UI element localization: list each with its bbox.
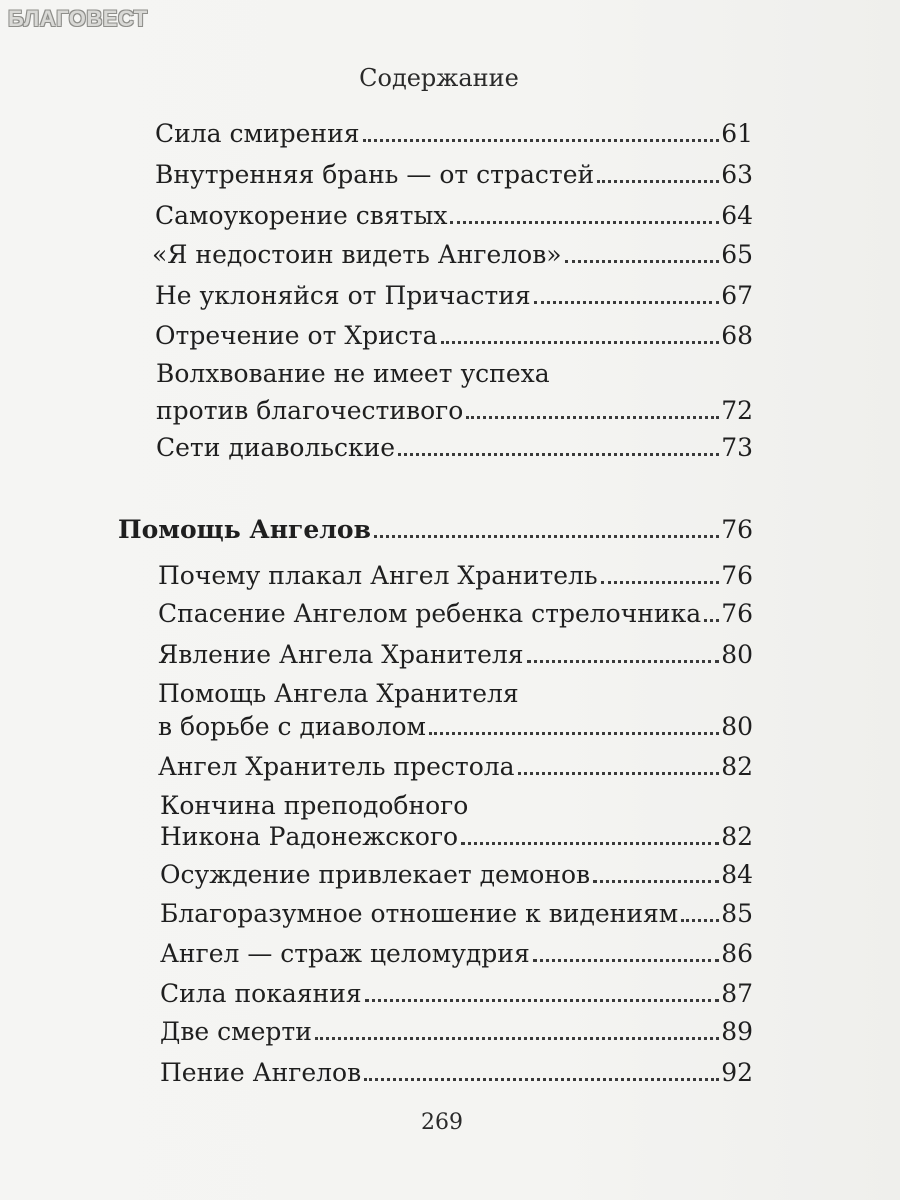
toc-entry xyxy=(156,398,753,423)
toc-entry xyxy=(160,1019,753,1044)
toc-entry-page: 65 xyxy=(721,240,753,269)
toc-entry-page: 68 xyxy=(721,321,753,350)
toc-entry-page: 85 xyxy=(721,899,753,928)
toc-entry-title: Почему плакал Ангел Хранитель xyxy=(158,561,598,590)
toc-entry xyxy=(160,862,753,887)
dot-leader xyxy=(365,999,720,1002)
watermark-logo: БЛАГОВЕСТ xyxy=(8,6,148,31)
toc-entry-title: Сила покаяния xyxy=(160,979,362,1008)
toc-entry-page: 67 xyxy=(721,281,753,310)
toc-entry-title: Осуждение привлекает демонов xyxy=(160,860,591,889)
dot-leader xyxy=(364,1078,719,1081)
toc-entry-title: Отречение от Христа xyxy=(155,321,438,350)
toc-entry-page: 73 xyxy=(721,433,753,462)
toc-entry xyxy=(158,601,753,626)
toc-entry xyxy=(156,435,753,460)
toc-section-entry xyxy=(118,517,753,542)
toc-entry-page: 63 xyxy=(721,160,753,189)
toc-entry-title-line1: Волхвование не имеет успеха xyxy=(156,359,550,388)
toc-entry xyxy=(155,283,753,308)
toc-entry xyxy=(158,754,753,779)
toc-entry-title: Не уклоняйся от Причастия xyxy=(155,281,531,310)
toc-entry-page: 92 xyxy=(721,1058,753,1087)
dot-leader xyxy=(429,732,719,735)
dot-leader xyxy=(533,959,719,962)
toc-entry xyxy=(160,941,753,966)
toc-entry xyxy=(155,323,753,348)
toc-entry-title: Самоукорение святых xyxy=(155,201,448,230)
toc-entry xyxy=(155,121,753,146)
toc-entry-title: «Я недостоин видеть Ангелов» xyxy=(152,240,562,269)
toc-entry-title: Внутренняя брань — от страстей xyxy=(155,160,595,189)
dot-leader xyxy=(363,139,720,142)
toc-entry xyxy=(155,203,753,228)
dot-leader xyxy=(518,772,720,775)
toc-entry-title: Две смерти xyxy=(160,1017,312,1046)
dot-leader xyxy=(565,260,720,263)
dot-leader xyxy=(704,619,719,622)
toc-section-page: 76 xyxy=(721,515,753,544)
toc-entry xyxy=(160,1060,753,1085)
dot-leader xyxy=(398,453,719,456)
toc-entry-page: 87 xyxy=(721,979,753,1008)
toc-section-title: Помощь Ангелов xyxy=(118,515,371,544)
toc-entry xyxy=(158,642,753,667)
dot-leader xyxy=(450,221,719,224)
toc-entry-title-line1: Кончина преподобного xyxy=(160,791,469,820)
dot-leader xyxy=(527,660,720,663)
toc-entry-title: Благоразумное отношение к видениям xyxy=(160,899,679,928)
toc-entry xyxy=(158,714,753,739)
page-number: 269 xyxy=(421,1110,463,1135)
toc-entry-title: Никона Радонежского xyxy=(160,822,459,851)
page-title: Содержание xyxy=(359,64,519,92)
toc-entry-title: в борьбе с диаволом xyxy=(158,712,426,741)
dot-leader xyxy=(441,341,720,344)
toc-entry-page: 89 xyxy=(721,1017,753,1046)
toc-entry xyxy=(152,242,753,267)
toc-entry-title: Ангел — страж целомудрия xyxy=(160,939,530,968)
toc-entry-title: Ангел Хранитель престола xyxy=(158,752,515,781)
dot-leader xyxy=(597,180,719,183)
dot-leader xyxy=(601,581,720,584)
toc-entry-page: 61 xyxy=(721,119,753,148)
toc-entry-page: 82 xyxy=(721,752,753,781)
toc-entry-page: 80 xyxy=(721,640,753,669)
toc-entry-title-line1: Помощь Ангела Хранителя xyxy=(158,679,519,708)
toc-entry xyxy=(160,981,753,1006)
toc-entry-title: Сила смирения xyxy=(155,119,360,148)
dot-leader xyxy=(461,842,719,845)
toc-entry-page: 82 xyxy=(721,822,753,851)
dot-leader xyxy=(374,535,719,538)
toc-entry xyxy=(155,162,753,187)
toc-entry-title: Сети диавольские xyxy=(156,433,396,462)
toc-entry-title: Пение Ангелов xyxy=(160,1058,362,1087)
toc-entry-page: 76 xyxy=(721,561,753,590)
toc-entry-page: 76 xyxy=(721,599,753,628)
toc-entry-title: против благочестивого xyxy=(156,396,464,425)
toc-entry-title: Явление Ангела Хранителя xyxy=(158,640,524,669)
toc-entry-page: 84 xyxy=(721,860,753,889)
toc-entry-title: Спасение Ангелом ребенка стрелочника xyxy=(158,599,702,628)
dot-leader xyxy=(315,1037,719,1040)
toc-entry-page: 72 xyxy=(721,396,753,425)
dot-leader xyxy=(681,919,719,922)
toc-entry xyxy=(158,563,753,588)
toc-entry xyxy=(160,824,753,849)
dot-leader xyxy=(593,880,719,883)
dot-leader xyxy=(466,416,719,419)
dot-leader xyxy=(534,301,720,304)
toc-entry-page: 80 xyxy=(721,712,753,741)
toc-entry xyxy=(160,901,753,926)
toc-entry-page: 64 xyxy=(721,201,753,230)
toc-entry-page: 86 xyxy=(721,939,753,968)
